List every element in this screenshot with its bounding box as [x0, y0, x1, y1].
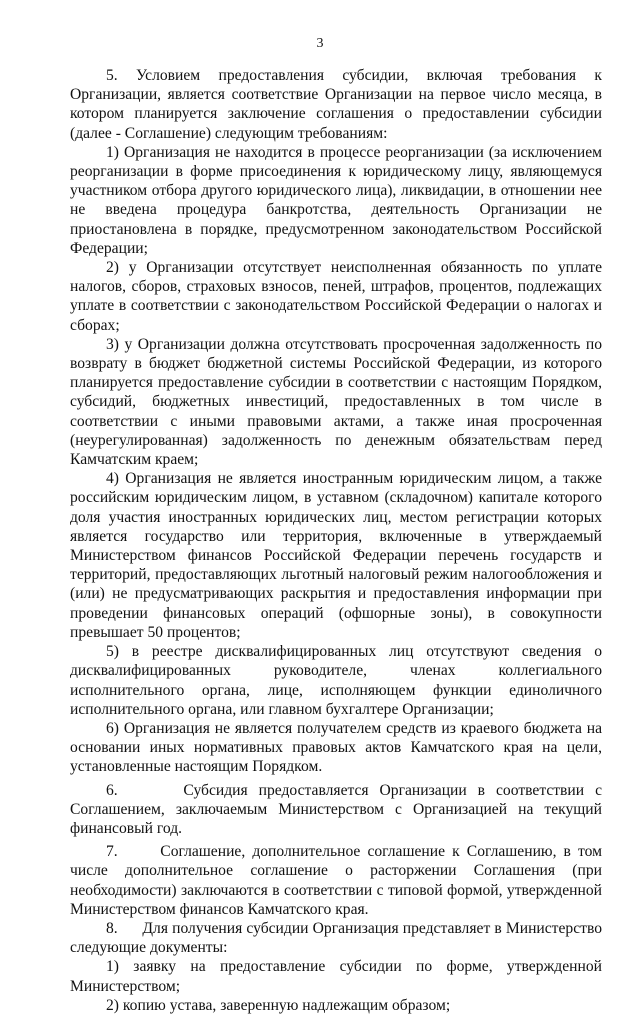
paragraph-7-agreement-form: 7. Соглашение, дополнительное соглашение к Соглашению, в том числе дополнительное соглашение о расторжении Соглашения (при необходимости) заключаются в соответствии с типовой формой, утвержденной Министерством финансов Камчатского края.: [70, 843, 602, 918]
page-number: 3: [316, 36, 324, 51]
paragraph-5-conditions: 5. Условием предоставления субсидии, включая требования к Организации, является соответствие Организации на первое число месяца, в котором планируется заключение соглашения о предоставлении субсидии (далее - Соглашение) следующим требованиям:: [70, 67, 602, 142]
paragraph-8-documents: 8. Для получения субсидии Организация представляет в Министерство следующие документы:: [70, 919, 602, 957]
requirement-6-no-other-funding: 6) Организация не является получателем средств из краевого бюджета на основании иных нормативных правовых актов Камчатского края на цели, установленные настоящим Порядком.: [70, 719, 602, 776]
requirement-5-no-disqualified-persons: 5) в реестре дисквалифицированных лиц отсутствуют сведения о дисквалифицированных руководителе, членах коллегиального исполнительного органа, лице, исполняющем функции единоличного исполнительного органа, или главном бухгалтере Организации;: [70, 643, 602, 718]
document-item-2-charter-copy: 2) копию устава, заверенную надлежащим образом;: [106, 996, 451, 1014]
requirement-2-no-tax-debt: 2) у Организации отсутствует неисполненная обязанность по уплате налогов, сборов, страховых взносов, пеней, штрафов, процентов, подлежащих уплате в соответствии с законодательством Российской Федерации о налогах и сборах;: [70, 259, 602, 334]
paragraph-6-subsidy-agreement: 6. Субсидия предоставляется Организации в соответствии с Соглашением, заключаемым Министерством с Организацией на текущий финансовый год.: [70, 781, 602, 837]
requirement-3-no-overdue-debt: 3) у Организации должна отсутствовать просроченная задолженность по возврату в бюджет бюджетной системы Российской Федерации, из которого планируется предоставление субсидии в соответствии с настоящим Порядком, субсидий, бюджетных инвестиций, предоставленных в том числе в соответствии с иными правовыми актами, а также иная просроченная (неурегулированная) задолженность по денежным обязательствам перед Камчатским краем;: [70, 335, 602, 469]
requirement-1-no-reorganization: 1) Организация не находится в процессе реорганизации (за исключением реорганизации в форме присоединения к юридическому лицу, являющемуся участником отбора другого юридического лица), ликвидации, в отношении нее не введена процедура банкротства, деятельность Организации не приостановлена в порядке, предусмотренном законодательством Российской Федерации;: [70, 143, 602, 257]
requirement-4-not-foreign-entity: 4) Организация не является иностранным юридическим лицом, а также российским юридическим лицом, в уставном (складочном) капитале которого доля участия иностранных юридических лиц, местом регистрации которых является государство или территория, включенные в утверждаемый Министерством финансов Российской Федерации перечень государств и территорий, предоставляющих льготный налоговый режим налогообложения и (или) не предусматривающих раскрытия и предоставления информации при проведении финансовых операций (офшорные зоны), в совокупности превышает 50 процентов;: [70, 470, 602, 641]
document-body: [70, 66, 602, 1015]
document-item-1-application: 1) заявку на предоставление субсидии по форме, утвержденной Министерством;: [70, 958, 602, 995]
